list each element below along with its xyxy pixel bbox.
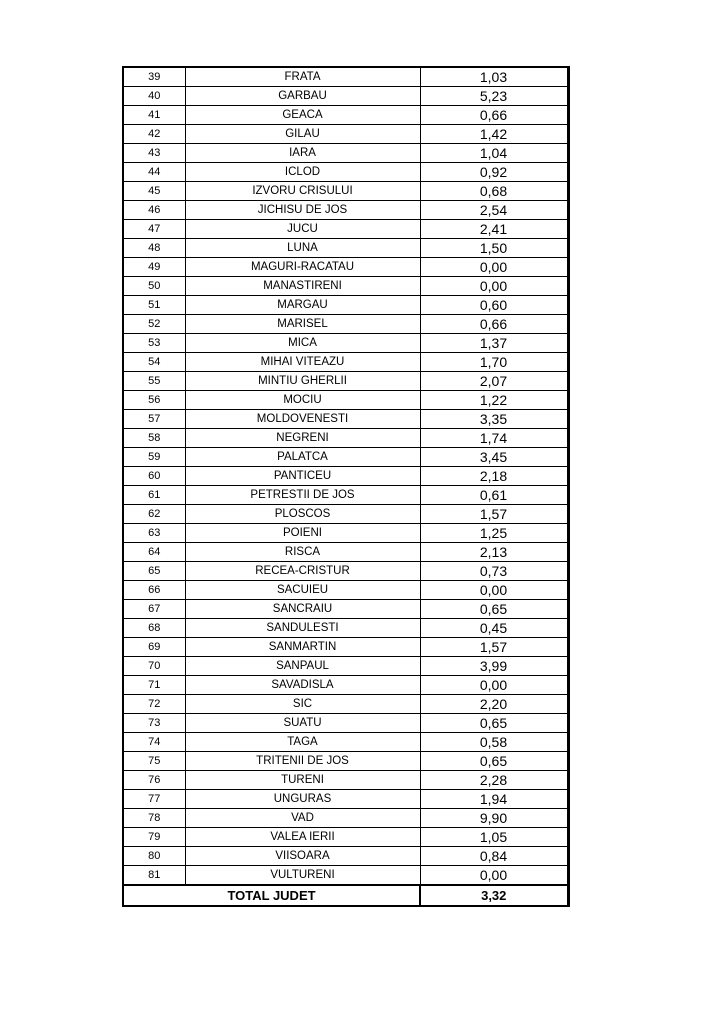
locality-name: GILAU [185, 125, 420, 144]
locality-name: RECEA-CRISTUR [185, 562, 420, 581]
table-row [123, 239, 568, 258]
locality-name: JICHISU DE JOS [185, 201, 420, 220]
row-number: 43 [123, 144, 185, 163]
table-row [123, 87, 568, 106]
table-row [123, 505, 568, 524]
table-row [123, 809, 568, 828]
locality-name: RISCA [185, 543, 420, 562]
locality-name: MOCIU [185, 391, 420, 410]
row-value: 0,65 [420, 600, 568, 619]
locality-name: TRITENII DE JOS [185, 752, 420, 771]
locality-name: VULTURENI [185, 866, 420, 886]
locality-name: MINTIU GHERLII [185, 372, 420, 391]
row-number: 40 [123, 87, 185, 106]
row-number: 61 [123, 486, 185, 505]
row-number: 44 [123, 163, 185, 182]
table-row [123, 201, 568, 220]
locality-name: PLOSCOS [185, 505, 420, 524]
locality-name: PALATCA [185, 448, 420, 467]
row-value: 0,00 [420, 676, 568, 695]
row-value: 0,92 [420, 163, 568, 182]
locality-name: MARGAU [185, 296, 420, 315]
table-row [123, 144, 568, 163]
locality-name: MIHAI VITEAZU [185, 353, 420, 372]
row-value: 2,18 [420, 467, 568, 486]
row-value: 0,00 [420, 866, 568, 886]
table-row [123, 67, 568, 87]
table-row [123, 600, 568, 619]
row-value: 1,37 [420, 334, 568, 353]
row-number: 62 [123, 505, 185, 524]
data-table [122, 66, 570, 907]
locality-name: SANMARTIN [185, 638, 420, 657]
table-body [123, 67, 568, 885]
row-number: 77 [123, 790, 185, 809]
locality-name: POIENI [185, 524, 420, 543]
row-value: 1,70 [420, 353, 568, 372]
locality-name: MARISEL [185, 315, 420, 334]
locality-name: GARBAU [185, 87, 420, 106]
row-value: 1,03 [420, 67, 568, 87]
locality-name: SANDULESTI [185, 619, 420, 638]
row-value: 1,50 [420, 239, 568, 258]
total-value: 3,32 [420, 885, 568, 906]
row-number: 72 [123, 695, 185, 714]
total-row [123, 885, 568, 906]
row-value: 0,84 [420, 847, 568, 866]
row-value: 0,66 [420, 106, 568, 125]
locality-name: SANPAUL [185, 657, 420, 676]
row-number: 59 [123, 448, 185, 467]
locality-name: VALEA IERII [185, 828, 420, 847]
row-value: 1,04 [420, 144, 568, 163]
table-row [123, 562, 568, 581]
row-value: 2,07 [420, 372, 568, 391]
row-number: 54 [123, 353, 185, 372]
row-value: 1,22 [420, 391, 568, 410]
table-row [123, 258, 568, 277]
row-value: 0,00 [420, 277, 568, 296]
table-row [123, 353, 568, 372]
locality-name: IARA [185, 144, 420, 163]
locality-name: MOLDOVENESTI [185, 410, 420, 429]
row-number: 51 [123, 296, 185, 315]
locality-name: GEACA [185, 106, 420, 125]
row-value: 0,65 [420, 714, 568, 733]
table-row [123, 657, 568, 676]
row-value: 2,41 [420, 220, 568, 239]
locality-name: JUCU [185, 220, 420, 239]
table-row [123, 391, 568, 410]
row-number: 76 [123, 771, 185, 790]
row-value: 0,68 [420, 182, 568, 201]
locality-name: ICLOD [185, 163, 420, 182]
row-number: 56 [123, 391, 185, 410]
row-number: 79 [123, 828, 185, 847]
table-row [123, 828, 568, 847]
table-row [123, 543, 568, 562]
row-number: 48 [123, 239, 185, 258]
row-number: 70 [123, 657, 185, 676]
table-row [123, 182, 568, 201]
row-number: 67 [123, 600, 185, 619]
row-number: 60 [123, 467, 185, 486]
row-number: 50 [123, 277, 185, 296]
locality-name: FRATA [185, 67, 420, 87]
row-number: 74 [123, 733, 185, 752]
row-number: 39 [123, 67, 185, 87]
locality-name: UNGURAS [185, 790, 420, 809]
table-row [123, 467, 568, 486]
locality-name: VIISOARA [185, 847, 420, 866]
table-row [123, 752, 568, 771]
row-value: 0,58 [420, 733, 568, 752]
table-row [123, 581, 568, 600]
row-number: 68 [123, 619, 185, 638]
row-value: 0,73 [420, 562, 568, 581]
locality-name: SIC [185, 695, 420, 714]
row-value: 0,65 [420, 752, 568, 771]
locality-name: VAD [185, 809, 420, 828]
row-number: 53 [123, 334, 185, 353]
locality-name: SANCRAIU [185, 600, 420, 619]
row-value: 3,45 [420, 448, 568, 467]
row-value: 0,60 [420, 296, 568, 315]
row-number: 73 [123, 714, 185, 733]
row-number: 78 [123, 809, 185, 828]
table-row [123, 448, 568, 467]
locality-name: NEGRENI [185, 429, 420, 448]
table-row [123, 220, 568, 239]
row-number: 64 [123, 543, 185, 562]
table-row [123, 486, 568, 505]
locality-name: SAVADISLA [185, 676, 420, 695]
row-number: 58 [123, 429, 185, 448]
row-value: 0,61 [420, 486, 568, 505]
locality-name: LUNA [185, 239, 420, 258]
row-value: 0,66 [420, 315, 568, 334]
table-row [123, 334, 568, 353]
table-row [123, 790, 568, 809]
row-number: 47 [123, 220, 185, 239]
row-value: 2,20 [420, 695, 568, 714]
locality-name: MAGURI-RACATAU [185, 258, 420, 277]
row-number: 55 [123, 372, 185, 391]
locality-name: PANTICEU [185, 467, 420, 486]
row-value: 1,94 [420, 790, 568, 809]
row-number: 57 [123, 410, 185, 429]
row-value: 2,54 [420, 201, 568, 220]
row-value: 1,74 [420, 429, 568, 448]
locality-name: MANASTIRENI [185, 277, 420, 296]
row-value: 1,42 [420, 125, 568, 144]
row-value: 9,90 [420, 809, 568, 828]
table-row [123, 125, 568, 144]
row-value: 2,13 [420, 543, 568, 562]
row-value: 1,57 [420, 638, 568, 657]
table-row [123, 163, 568, 182]
locality-name: IZVORU CRISULUI [185, 182, 420, 201]
row-value: 5,23 [420, 87, 568, 106]
row-number: 71 [123, 676, 185, 695]
row-number: 69 [123, 638, 185, 657]
table-row [123, 106, 568, 125]
row-number: 46 [123, 201, 185, 220]
table-row [123, 524, 568, 543]
table-row [123, 429, 568, 448]
table-row [123, 619, 568, 638]
row-number: 65 [123, 562, 185, 581]
locality-name: MICA [185, 334, 420, 353]
locality-name: SACUIEU [185, 581, 420, 600]
table-row [123, 372, 568, 391]
locality-name: SUATU [185, 714, 420, 733]
table-row [123, 296, 568, 315]
row-value: 3,35 [420, 410, 568, 429]
row-number: 49 [123, 258, 185, 277]
table-row [123, 714, 568, 733]
total-label: TOTAL JUDET [123, 885, 420, 906]
row-number: 42 [123, 125, 185, 144]
row-number: 81 [123, 866, 185, 886]
table-row [123, 771, 568, 790]
row-number: 45 [123, 182, 185, 201]
table-row [123, 410, 568, 429]
row-value: 2,28 [420, 771, 568, 790]
row-value: 1,05 [420, 828, 568, 847]
table-row [123, 847, 568, 866]
table-row [123, 277, 568, 296]
row-value: 0,00 [420, 258, 568, 277]
table-row [123, 733, 568, 752]
row-number: 52 [123, 315, 185, 334]
row-value: 3,99 [420, 657, 568, 676]
row-value: 1,25 [420, 524, 568, 543]
row-number: 63 [123, 524, 185, 543]
locality-name: PETRESTII DE JOS [185, 486, 420, 505]
row-number: 80 [123, 847, 185, 866]
table-row [123, 676, 568, 695]
table-row [123, 638, 568, 657]
row-value: 0,45 [420, 619, 568, 638]
locality-name: TAGA [185, 733, 420, 752]
row-value: 1,57 [420, 505, 568, 524]
row-number: 41 [123, 106, 185, 125]
row-value: 0,00 [420, 581, 568, 600]
table-row [123, 315, 568, 334]
row-number: 75 [123, 752, 185, 771]
locality-name: TURENI [185, 771, 420, 790]
table-row [123, 866, 568, 886]
row-number: 66 [123, 581, 185, 600]
table-row [123, 695, 568, 714]
